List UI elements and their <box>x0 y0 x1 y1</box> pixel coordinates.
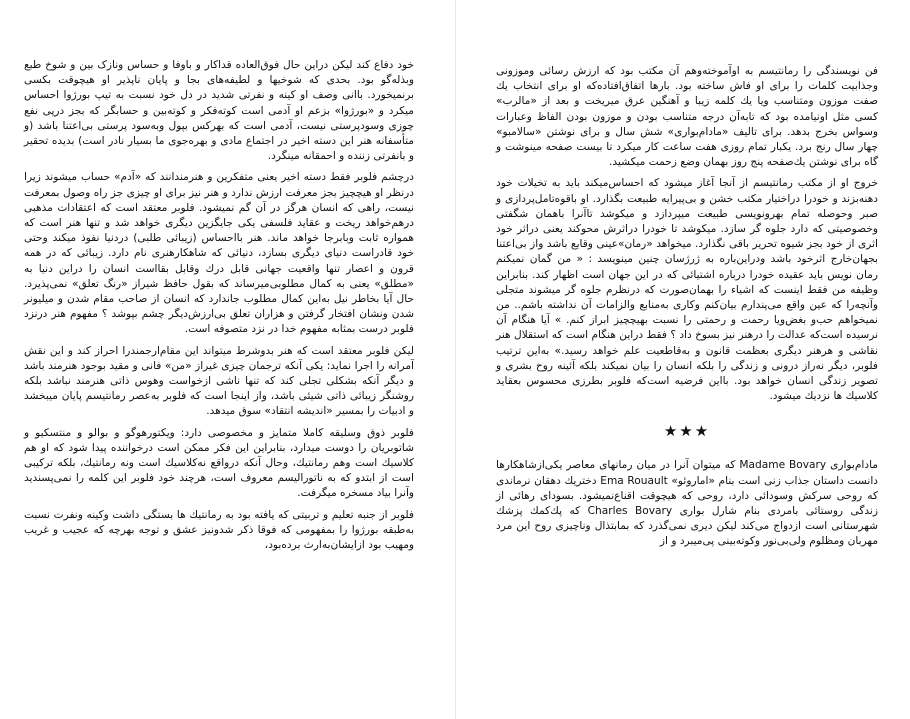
page-gutter <box>455 0 456 719</box>
right-paragraph-1: فن نویسندگی را رمانتیسم به اوآموخته‌وهم آن مکتب بود که ارزش رسائی وموزونی وجذابیت کلمات را برای او فاش ساخته بود. بارها اتفاق‌افتاده‌که او برای انتخاب يك صفت موزون ومتناسب ویا يك کلمه زیبا و آهنگین عرق میریخت و بعد از «مالرب» کسی مثل اونیامده بود که تابه‌آن درجه متناسب بودن و موزون بودن الفاظ وعبارات وسواس بخرج بدهد. برای تالیف «مادام‌بواری» شش سال و برای نوشتن «سالامبو» چهار سال رنج برد. یکبار تمام روزی هفت ساعت کار میکرد تا بیست صفحه مینوشت و گاه برای نوشتن يك‌صفحه پنج روز بهمان وضع زحمت میکشید. <box>496 65 878 169</box>
left-paragraph-1: خود دفاع کند لیکن دراین حال فوق‌العاده قداکار و باوفا و حساس ونازک بین و شوخ طبع وبذله‌گو بود. بحدی که شوخیها و لطیفه‌های بجا و پایان ناپذیر او هیچوقت بکسی برنمیخورد. باانی وصف او کینه و نفرتی شدید در دل خود نسبت به تیپ بورژوا احساس میکرد و «بورژوا» بزعم او آدمی است کوته‌فکر و کوته‌بین و حسابگر که بجز درپی نفع چوزی وسودپرستی نیست، آدمی است که بهرکس بپول وبه‌سود پرستی بی‌اعتنا باشد (و متأسفانه هنر این دسته اخیر در اجتماع مادی و بهره‌جوی ما بسیار نادر است) بدیده تحقیر و بانفرتی زننده و احمقانه مینگرد. <box>24 59 414 163</box>
section-separator-stars: ★★★ <box>663 422 711 441</box>
left-paragraph-2: درچشم فلوبر فقط دسته اخیر یعنی متفکرین و هنرمندانند که «آدم» حساب میشوند زیرا درنظر او هیچچیز بجز معرفت ارزش ندارد و هنر نیز برای او چیزی جز راه وصول بمعرفت نیست، راهی که انسان هرگز در آن گم نمیشود. فلوبر معتقد است که اعتقادات مذهبی درهم‌خواهد ریخت و عقاید فلسفی یکی جایگزین دیگری خواهد شد و تنها هنر است که همواره ثابت وبابرجا خواهد ماند. هنر بااحساس (زیبائی طلبی) دردنیا نفوذ میکند وحتی خود قادراست دنیای دیگری بسازد، دنیائی که شاهکارهنری نام دارد. زیبائی که در همه قرون و اعصار تنها واقعیت جهانی قابل درك وقابل بقااست انسان را دراین دنیا به «مطلق» یعنی به کمال مطلوبی‌میرساند که بقول حافظ شیراز «رنگ تعلق» نمی‌پذیرد. حال آیا بخاطر نیل به‌این کمال مطلوب جاندارد که انسان از صاحب مقام شدن و میلیونر شدن ونشان افتخار گرفتن و هزاران تعلق بی‌ارزش‌دیگر چشم بپوشد ؟ مفهوم هنر درنزد فلوبر درست بمثابه مفهوم خدا در نزد متصوفه است. <box>24 171 414 336</box>
right-page <box>462 0 910 719</box>
left-paragraph-3: لیکن فلوبر معتقد است که هنر بدوشرط میتواند این مقام‌ارجمندرا احراز کند و این نقش آمرانه را اجرا نماید: یکی آنکه ترجمان چیزی غیراز «من» فانی و مقید بوجود هنرمند باشد و دیگر آنکه بشکلی تجلی کند که تنها ناشی ازخواست وهوس ذاتی هنرمند نباشد بلکه روشنگر زیبائی ذاتی شیئی باشد، واز اینجا است که فلوبر به‌عصر رمانتیسم پایان میبخشد و ادبیات را بمسیر «اندیشه انتقاد» سوق میدهد. <box>24 344 414 418</box>
left-paragraph-5: فلوبر از جنبه تعلیم و تربیتی که یافته بود به رمانتیك ها بستگی داشت وکینه ونفرت نسبت به‌طبقه بورژوا را بمفهومی که فوقا ذکر شدونیز عشق و توجه بهرچه که عجیب و غریب ومهیب بود ازایشان‌به‌ارث برده‌بود، <box>24 508 414 552</box>
right-paragraph-2: خروج او از مکتب رمانتیسم از آنجا آغاز میشود که احساس‌میکند باید به تخیلات خود دهنه‌بزند و خودرا دراختیار مکتب خشن و بی‌پیرایه طبیعت بگذارد. او باقوه‌تامل‌پردازی و صبر وحوصله تمام بهرونویسی طبیعت میپردازد و میکوشد تاآنرا باهمان شگفتی وخصوصیتی که دارد جلوه گر سازد. میکوشد تا خودرا دراثرش محوکند یعنی دراثر خود اثری از خود بجز شیوه تحریر باقی نگذارد. میخواهد «رمان»عینی وقایع باشد واز بی‌اعتنا بجهان‌خارج اثرخود باشد ودراین‌باره به ژرژسان چنین مینویسد : « من گمان نمیکنم رمان نویس باید عقیده خودرا درباره اشتیائی که در این جهان است اظهار کند. بنابراین وظیفه من فقط اینست که اشیاء را بهمان‌صورت که درنظرم جلوه گر میشوند متجلی وآنچه‌را که عین واقع می‌پندارم بیان‌کنم وکاری به‌منابع والزامات آن نداشته باشم.. من نمیخواهم حب‌و بغض‌ویا رحمت و رحمتی را نسبت بهیچچیز ابراز کنم. » آیا هنگام آن نرسیده است‌که عدالت را درهنر نیز بسوخ داد ؟ فقط دراین هنگام است که استقلال هنر نقاشی و هرهنر دیگری بعظمت قانون و به‌قاطعیت علم خواهد رسید.» به‌این ترتیب فلوبر، دیگر نه‌راز درونی و زندگی را بلکه انسان را بیان نمیکند بلکه آئینه روح بشری و تصویر زندگی انسان خواهد بود. بااین فرضیه است‌که فلوبر بطرزی محسوس بعقاید کلاسیك ها نزديك میشود. <box>496 177 878 403</box>
right-paragraph-3: مادام‌بواری Madame Bovary که میتوان آنرا در میان رمانهای معاصر یکی‌ازشاهکارها دانست داستان جذاب زنی است بنام «اماروئو» Ema Rouault دختریك دهقان نرماندی که روحی سرکش وسودائی دارد، روحی که هیچوقت اقناع‌نمیشود. بسودای رهائی از زندگی روستائی بامردی بنام شارل بواری Charles Bovary که پك‌کمك پزشك شهرستانی است ازدواج می‌کند لیکن دیری نمی‌گذرد که بمابتذال وناچیزی روح این مرد مهربان ومظلوم ولی‌بی‌نور وکوته‌بینی پی‌میبرد و از <box>496 459 878 548</box>
left-paragraph-4: فلوبر ذوق وسلیقه کاملا متمایز و مخصوصی دارد: ویکتورهوگو و بوالو و منتسکیو و شاتوبریان را دوست میدارد، بنابراین این فکر ممکن است درخواننده پیدا شود که او هم کلاسیك است وهم رمانتیك، وحال آنكه درواقع نه‌کلاسیك است ونه رمانتیك، بلکه ترکیبی است از ابتدو که به ناتورالیسم معروف است، هرچند خود فلوبر این کلمه را نمی‌پسندید وآنرا بیاد مسخره میگرفت. <box>24 426 414 500</box>
left-page <box>0 0 450 719</box>
